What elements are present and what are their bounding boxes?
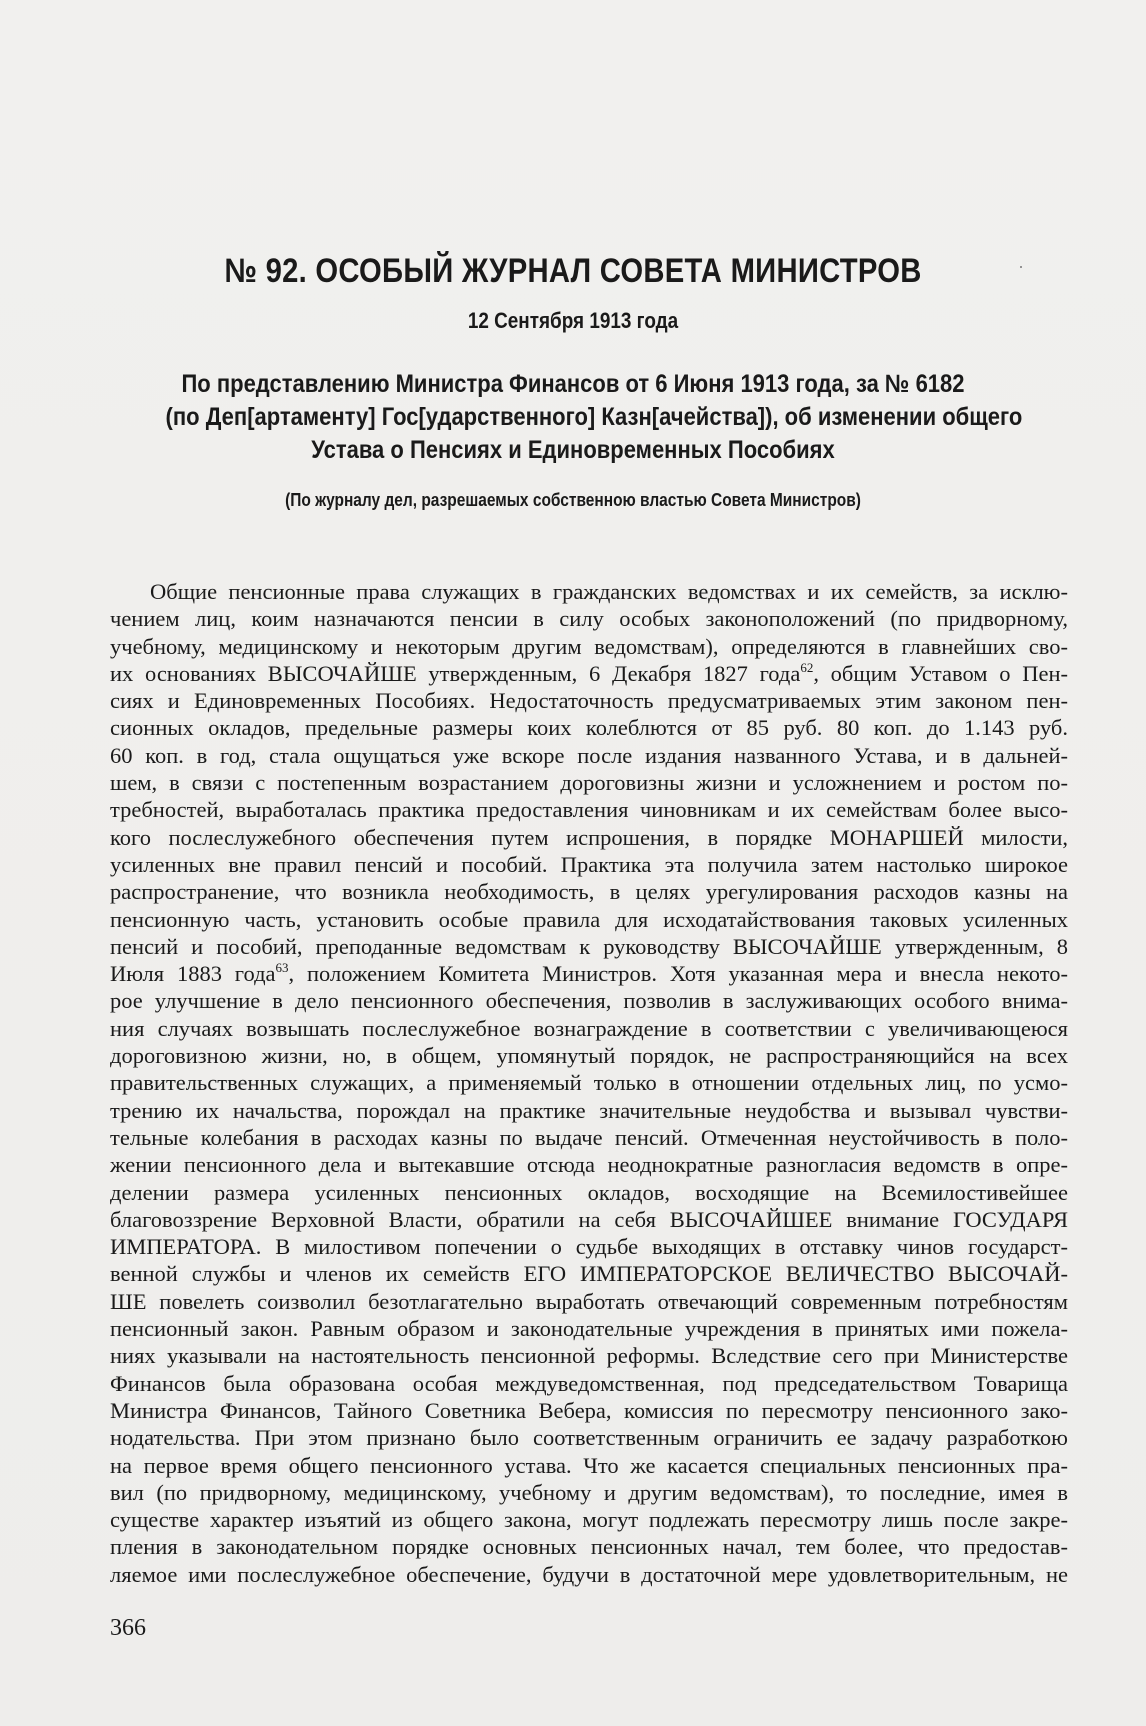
text-line: венной службы и членов их семейств ЕГО ИМПЕРАТОРСКОЕ ВЕЛИЧЕСТВО ВЫСОЧАЙ- <box>110 1261 1068 1287</box>
text-line: ИМПЕРАТОРА. В милостивом попечении о судьбе выходящих в отставку чинов государст- <box>110 1234 1068 1260</box>
text-line: правительственных служащих, а применяемый только в отношении отдельных лиц, по усмо- <box>110 1070 1068 1096</box>
text-line: пенсионный закон. Равным образом и законодательные учреждения в принятых ими пожела- <box>110 1316 1068 1342</box>
document-note: (По журналу дел, разрешаемых собственною властью Совета Министров) <box>285 490 861 510</box>
text-line: пенсионную часть, установить особые правила для исходатайствования таковых усиленных <box>110 906 1068 932</box>
text-line: рое улучшение в дело пенсионного обеспечения, позволив в заслуживающих особого внима- <box>110 988 1068 1014</box>
text-line: на первое время общего пенсионного устава. Что же касается специальных пенсионных пра- <box>110 1452 1068 1478</box>
text-line: нодательства. При этом признано было соответственным ограничить ее задачу разработкою <box>110 1425 1068 1451</box>
document-date: 12 Сентября 1913 года <box>467 308 679 333</box>
text-segment: Июля 1883 года <box>110 961 276 987</box>
text-line: вил (по придворному, медицинскому, учебному и другим ведомствам), то последние, имея в <box>110 1479 1068 1505</box>
text-segment: , положением Комитета Министров. Хотя указанная мера и внесла некото- <box>288 961 1068 987</box>
subject-line: По представлению Министра Финансов от 6 Июня 1913 года, за № 6182 <box>181 370 965 398</box>
text-line: Финансов была образована особая междуведомственная, под председательством Товарища <box>110 1370 1068 1396</box>
text-line: дороговизною жизни, но, в общем, упомянутый порядок, не распространяющийся на всех <box>110 1043 1068 1069</box>
text-line: распространение, что возникла необходимость, в целях урегулирования расходов казны на <box>110 879 1068 905</box>
text-line: сионных окладов, предельные размеры коих колеблются от 85 руб. 80 коп. до 1.143 руб. <box>110 715 1068 741</box>
text-line: существе характер изъятий из общего закона, могут подлежать пересмотру лишь после закре- <box>110 1507 1068 1533</box>
text-line: учебному, медицинскому и некоторым другим ведомствам), определяются в главнейших сво- <box>110 633 1068 659</box>
text-line: делении размера усиленных пенсионных окладов, восходящие на Всемилостивейшее <box>110 1179 1068 1205</box>
text-segment: их основаниях ВЫСОЧАЙШЕ утвержденным, 6 Декабря 1827 года <box>110 660 801 686</box>
subject-line: (по Деп[артаменту] Гос[ударственного] Казн[ачейства]), об изменении общего <box>165 403 1023 431</box>
text-line: Министра Финансов, Тайного Советника Вебера, комиссия по пересмотру пенсионного зако- <box>110 1397 1068 1423</box>
page-number: 366 <box>110 1615 146 1641</box>
text-line: ниях указывали на настоятельность пенсионной реформы. Вследствие сего при Министерстве <box>110 1343 1068 1369</box>
text-line: тельные колебания в расходах казны по выдаче пенсий. Отмеченная неустойчивость в поло- <box>110 1124 1068 1150</box>
text-line: чением лиц, коим назначаются пенсии в силу особых законоположений (по придворному, <box>110 606 1068 632</box>
text-line: трению их начальства, порождал на практике значительные неудобства и вызывал чувстви- <box>110 1097 1068 1123</box>
document-title: № 92. ОСОБЫЙ ЖУРНАЛ СОВЕТА МИНИСТРОВ <box>224 252 922 290</box>
document-subject <box>165 368 1023 467</box>
text-line-with-footnote <box>110 660 1068 687</box>
text-line: пления в законодательном порядке основных пенсионных начал, тем более, что предостав- <box>110 1534 1068 1560</box>
subject-line: Устава о Пенсиях и Единовременных Пособиях <box>311 436 835 464</box>
text-line: шем, в связи с постепенным возрастанием дороговизны жизни и усложнением и ростом по- <box>110 770 1068 796</box>
text-line: требностей, выработалась практика предоставления чиновникам и их семействам более высо- <box>110 797 1068 823</box>
footnote-ref-62: 62 <box>800 659 814 675</box>
footnote-ref-63: 63 <box>275 960 289 976</box>
text-line: Общие пенсионные права служащих в гражданских ведомствах и их семейств, за исклю- <box>150 579 1068 604</box>
text-line: сиях и Единовременных Пособиях. Недостаточность предусматриваемых этим законом пен- <box>110 688 1068 714</box>
text-segment: , общим Уставом о Пен- <box>813 660 1068 686</box>
text-line: ния случаях возвышать послеслужебное вознаграждение в соответствии с увеличивающеюся <box>110 1015 1068 1041</box>
text-line-with-footnote <box>110 960 1068 987</box>
text-line: кого послеслужебного обеспечения путем испрошения, в порядке МОНАРШЕЙ милости, <box>110 824 1068 850</box>
body-paragraph <box>110 578 1068 1588</box>
text-line: благовоззрение Верховной Власти, обратили на себя ВЫСОЧАЙШЕЕ внимание ГОСУДАРЯ <box>110 1206 1068 1232</box>
text-line: ШЕ повелеть соизволил безотлагательно выработать отвечающий современным потребностям <box>110 1288 1068 1314</box>
text-line: 60 коп. в год, стала ощущаться уже вскоре после издания названного Устава, и в дальней- <box>110 742 1068 768</box>
text-line: усиленных вне правил пенсий и пособий. Практика эта получила затем настолько широкое <box>110 851 1068 877</box>
scan-speck <box>1020 266 1022 268</box>
text-line: ляемое ими послеслужебное обеспечение, будучи в достаточной мере удовлетворительным, не <box>110 1561 1068 1587</box>
text-line: пенсий и пособий, преподанные ведомствам к руководству ВЫСОЧАЙШЕ утвержденным, 8 <box>110 933 1068 959</box>
text-line: жении пенсионного дела и вытекавшие отсюда неоднократные разногласия ведомств в опре- <box>110 1152 1068 1178</box>
